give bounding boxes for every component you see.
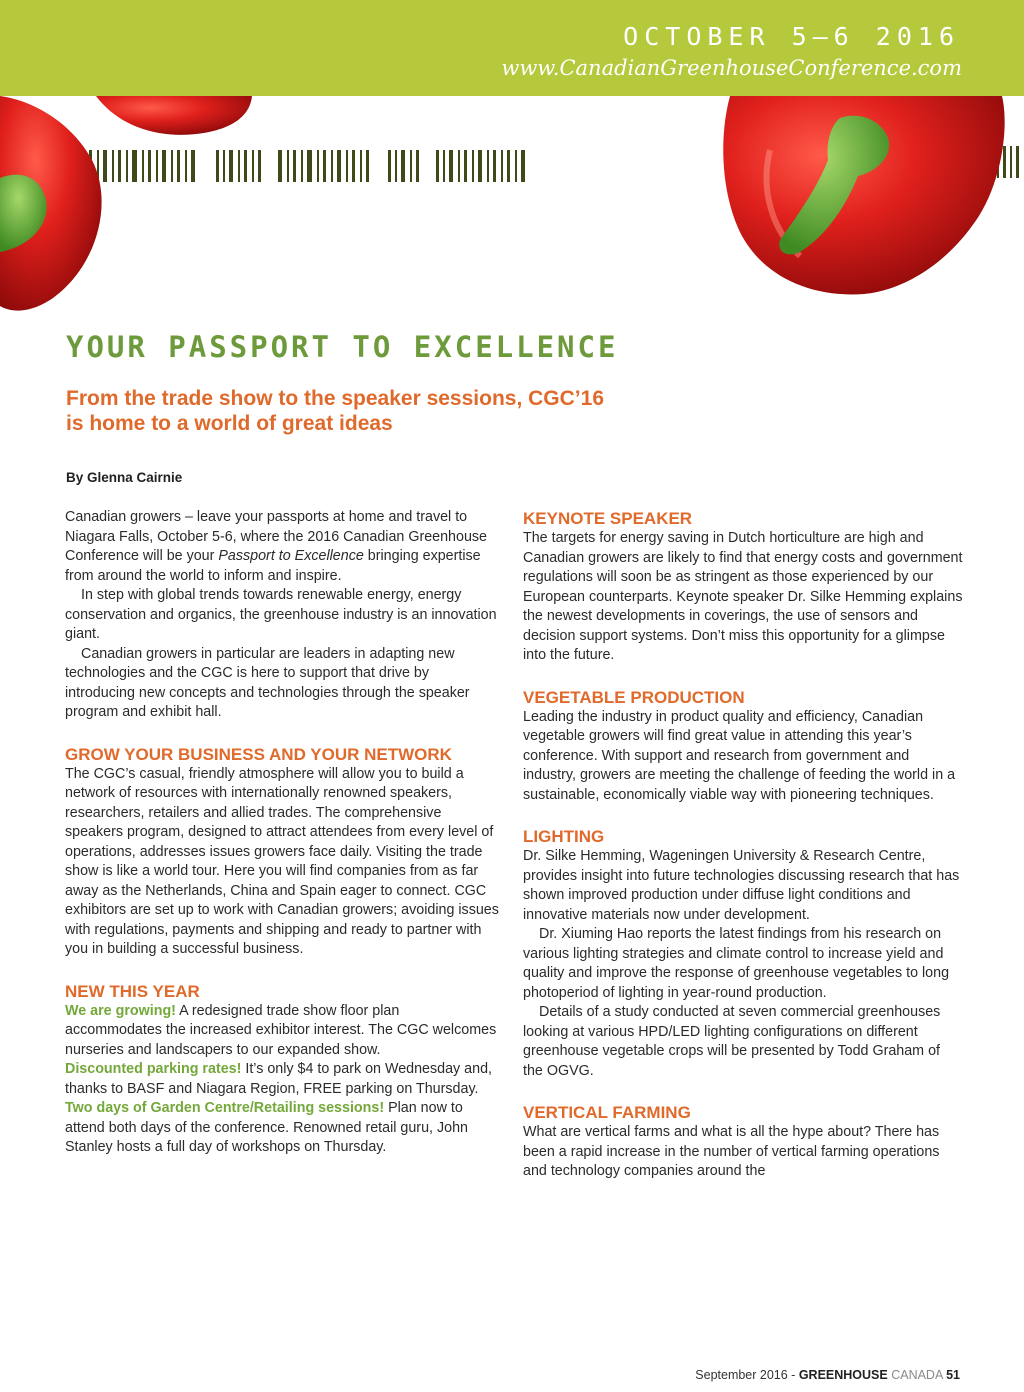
header-banner	[0, 0, 1024, 96]
new-item-parking: Discounted parking rates! It’s only $4 to park on Wednesday and, thanks to BASF and Niagara Region, FREE parking on Thursday.	[65, 1061, 492, 1097]
left-column	[65, 508, 500, 1158]
vertical-farming-heading: VERTICAL FARMING	[523, 1103, 691, 1122]
passport-emphasis: Passport to Excellence	[218, 548, 364, 564]
keynote-heading: KEYNOTE SPEAKER	[523, 509, 693, 528]
lighting-paragraph-2: Dr. Xiuming Hao reports the latest findings from his research on various lighting strategies and climate control to increase yield and quality and improve the response of greenhouse vegetables to long photoperiod of lighting in year-round production.	[523, 926, 950, 1001]
intro-paragraph-2: In step with global trends towards renewable energy, energy conservation and organics, the greenhouse industry is an innovation giant.	[65, 587, 497, 642]
vegetable-heading: VEGETABLE PRODUCTION	[523, 687, 745, 707]
lighting-paragraph-3: Details of a study conducted at seven commercial greenhouses looking at various HPD/LED lighting configurations on different greenhouse vegetable crops will be presented by Todd Graham of the OGVG.	[523, 1004, 941, 1079]
pepper-left	[0, 96, 102, 311]
grow-paragraph: The CGC’s casual, friendly atmosphere will allow you to build a network of resources with internationally renowned speakers, researchers, retailers and allied trades. The comprehensive speakers program, designed to attract attendees from every level of operations, addresses issues growers face daily. Visiting the trade show is like a world tour. Here you will find companies from as far away as the Netherlands, China and Spain eager to connect. CGC exhibitors are set up to work with Canadian growers; avoiding issues with regulations, payments and shipping and ready to partner with you in building a successful business.	[65, 765, 499, 957]
article-title: YOUR PASSPORT TO EXCELLENCE	[66, 330, 619, 364]
magazine-name: GREENHOUSE	[798, 1368, 888, 1382]
pepper-top-center	[96, 96, 252, 135]
lighting-paragraph-1: Dr. Silke Hemming, Wageningen University & Research Centre, provides insight into future technologies discussing research that has shown improved production under diffuse light conditions and innovative materials now under development.	[523, 848, 960, 923]
intro-paragraph-1: Canadian growers – leave your passports at home and travel to Niagara Falls, October 5-6, where the 2016 Canadian Greenhouse Conference will be your Passport to Excellence bringing expertise from around the world to inform and inspire.	[65, 509, 488, 584]
lighting-heading: LIGHTING	[523, 827, 605, 846]
vegetable-paragraph: Leading the industry in product quality and efficiency, Canadian vegetable growers will find great value in attending this year’s conference. With support and research from government and industry, growers are meeting the challenge of feeding the world in a sustainable, economically viable way with pioneering techniques.	[523, 708, 956, 803]
event-url: www.CanadianGreenhouseConference.com	[501, 56, 962, 80]
new-item-growing: We are growing! A redesigned trade show floor plan accommodates the increased exhibitor interest. The CGC welcomes nurseries and landscapers to our expanded show.	[65, 1002, 497, 1058]
keynote-paragraph: The targets for energy saving in Dutch horticulture are high and Canadian growers are likely to find that energy costs and government regulations will soon be as stringent as those experienced by our European counterparts. Keynote speaker Dr. Silke Hemming explains the newest developments in coverings, the use of sensors and decision support systems. Don’t miss this opportunity for a glimpse into the future.	[523, 530, 963, 663]
intro-paragraph-3: Canadian growers in particular are leaders in adapting new technologies and the CGC is here to support that drive by introducing new concepts and technologies through the speaker program and exhibit hall.	[65, 645, 470, 720]
page-footer	[695, 1368, 960, 1382]
right-column	[523, 508, 963, 1182]
barcode-stripes	[2, 146, 1019, 182]
magazine-name-suffix: CANADA	[887, 1368, 947, 1382]
pepper-right	[723, 96, 1004, 294]
article-subtitle: From the trade show to the speaker sessions, CGC’16 is home to a world of great ideas	[66, 387, 604, 435]
new-item-garden-centre: Two days of Garden Centre/Retailing sessions! Plan now to attend both days of the conference. Renowned retail guru, John Stanley hosts a full day of workshops on Thursday.	[65, 1100, 468, 1155]
page-number: 51	[946, 1368, 960, 1382]
event-date: OCTOBER 5–6 2016	[623, 22, 960, 51]
new-this-year-heading: NEW THIS YEAR	[65, 981, 200, 1001]
grow-heading: GROW YOUR BUSINESS AND YOUR NETWORK	[65, 744, 452, 764]
issue-date: September 2016 -	[695, 1368, 799, 1382]
vertical-farming-paragraph: What are vertical farms and what is all the hype about? There has been a rapid increase in the number of vertical farming operations and technology companies around the	[523, 1124, 940, 1179]
byline: By Glenna Cairnie	[66, 470, 183, 485]
